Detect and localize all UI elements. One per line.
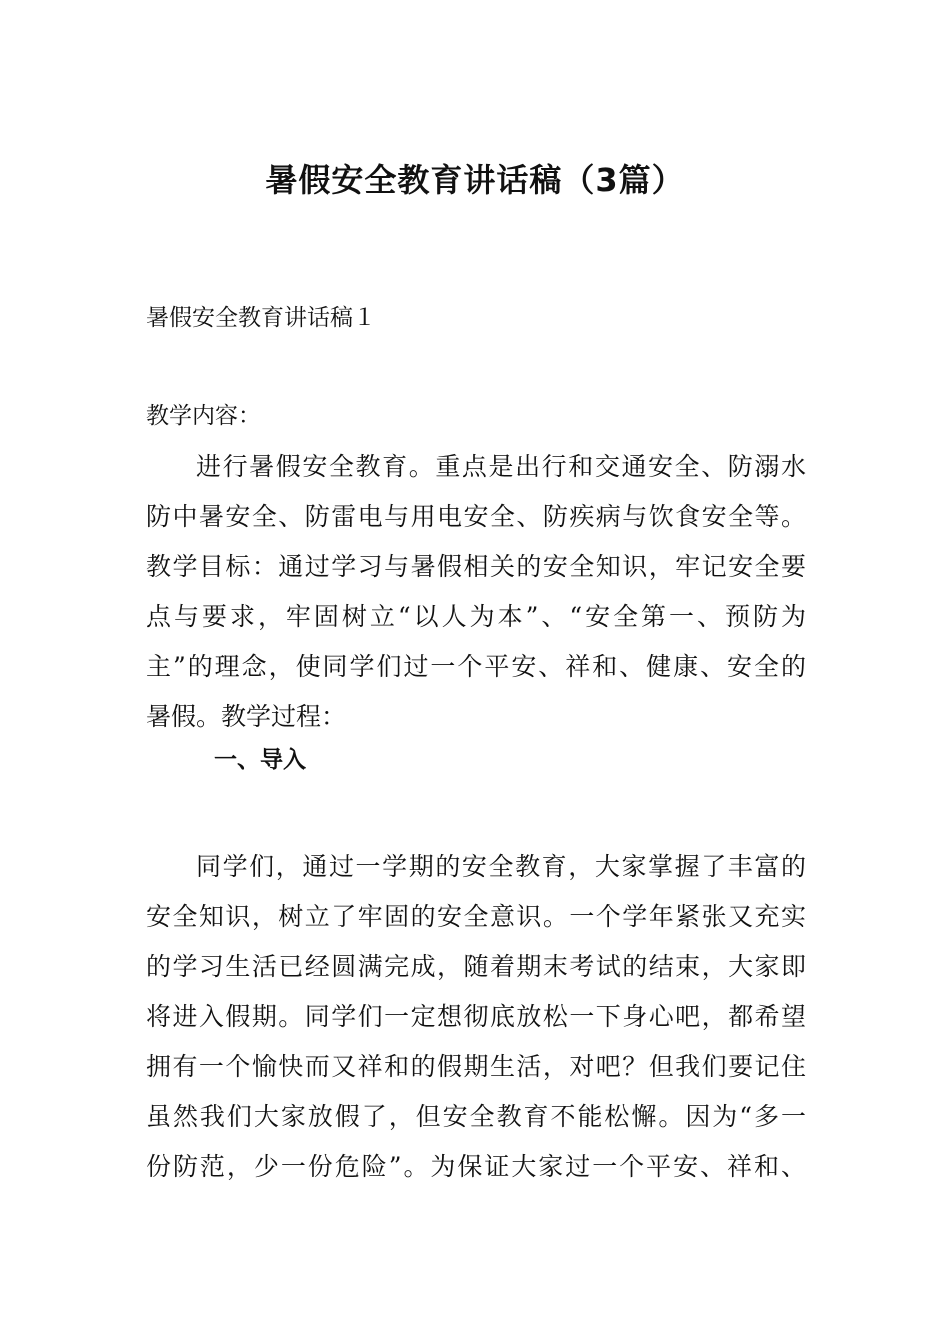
- paragraph-line: 暑假。教学过程：: [146, 702, 347, 731]
- paragraph-line: 拥有一个愉快而又祥和的假期生活，对吧？但我们要记住: [146, 1052, 806, 1081]
- paragraph-line: 安全知识，树立了牢固的安全意识。一个学年紧张又充实: [146, 902, 806, 931]
- paragraph-line: 份防范，少一份危险”。为保证大家过一个平安、祥和、: [146, 1152, 806, 1181]
- introduction-paragraph: [146, 842, 806, 1192]
- paragraph-line: 的学习生活已经圆满完成，随着期末考试的结束，大家即: [146, 952, 806, 981]
- paragraph-line: 点与要求，牢固树立“以人为本”、“安全第一、预防为: [146, 602, 806, 631]
- paragraph-line: 防中暑安全、防雷电与用电安全、防疾病与饮食安全等。: [146, 502, 806, 531]
- speech-subheading: 暑假安全教育讲话稿１: [146, 305, 376, 331]
- section-heading-introduction: 一、导入: [214, 747, 306, 773]
- paragraph-line: 主”的理念，使同学们过一个平安、祥和、健康、安全的: [146, 652, 806, 681]
- teaching-content-paragraph: [146, 442, 806, 742]
- document-title: 暑假安全教育讲话稿（3篇）: [265, 161, 685, 199]
- paragraph-line: 教学目标：通过学习与暑假相关的安全知识，牢记安全要: [146, 552, 806, 581]
- paragraph-line: 将进入假期。同学们一定想彻底放松一下身心吧，都希望: [146, 1002, 806, 1031]
- teaching-content-label: 教学内容：: [146, 403, 261, 429]
- paragraph-line: 虽然我们大家放假了，但安全教育不能松懈。因为“多一: [146, 1102, 806, 1131]
- paragraph-line: 同学们，通过一学期的安全教育，大家掌握了丰富的: [196, 852, 806, 881]
- paragraph-line: 进行暑假安全教育。重点是出行和交通安全、防溺水: [196, 452, 806, 481]
